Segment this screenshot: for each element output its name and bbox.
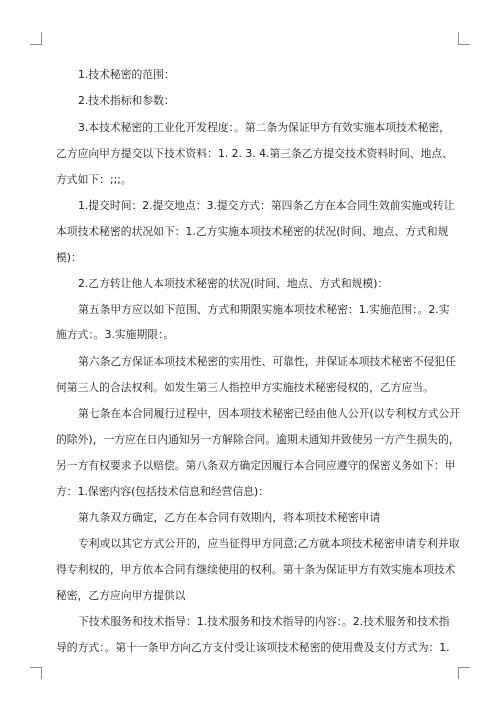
crop-mark-bottom-right [458, 667, 470, 668]
text-line: 得专利权的，甲方依本合同有继续使用的权利。第十条为保证甲方有效实施本项技术 [56, 563, 456, 576]
crop-mark-bottom-left [41, 667, 42, 679]
text-line: 乙方应向甲方提交以下技术资料：1. 2. 3. 4.第三条乙方提交技术资料时间、地点、 [56, 147, 453, 160]
text-line: 第七条在本合同履行过程中，因本项技术秘密已经由他人公开(以专利权方式公开 [78, 407, 461, 420]
text-line: 第九条双方确定，乙方在本合同有效期内，将本项技术秘密申请 [78, 511, 381, 524]
text-line: 方式如下：;;;。 [56, 173, 132, 186]
crop-mark-top-right [458, 44, 470, 45]
text-line: 3.本技术秘密的工业化开发程度：。第二条为保证甲方有效实施本项技术秘密， [78, 121, 450, 134]
text-line: 2.技术指标和参数： [78, 94, 175, 107]
text-line: 秘密，乙方应向甲方提供以 [56, 589, 186, 602]
crop-mark-top-right [458, 32, 459, 44]
text-line: 第五条甲方应以如下范围、方式和期限实施本项技术秘密：1.实施范围：。2.实 [78, 303, 450, 316]
text-line: 何第三人的合法权利。如发生第三人指控甲方实施技术秘密侵权的，乙方应当。 [56, 381, 434, 394]
crop-mark-top-left [30, 44, 42, 45]
text-line: 模)： [56, 251, 82, 264]
crop-mark-bottom-right [458, 667, 459, 679]
text-line: 本项技术秘密的状况如下：1.乙方实施本项技术秘密的状况(时间、地点、方式和规 [56, 225, 449, 238]
text-line: 1.提交时间：2.提交地点：3.提交方式：第四条乙方在本合同生效前实施或转让 [78, 199, 455, 212]
text-line: 第六条乙方保证本项技术秘密的实用性、可靠性，并保证本项技术秘密不侵犯任 [78, 355, 456, 368]
text-line: 的除外)，一方应在日内通知另一方解除合同。逾期未通知并致使另一方产生损失的， [56, 433, 460, 446]
text-line: 施方式：。3.实施期限：。 [56, 328, 175, 341]
text-line: 1.技术秘密的范围： [78, 68, 175, 81]
crop-mark-top-left [41, 32, 42, 44]
text-line: 2.乙方转让他人本项技术秘密的状况(时间、地点、方式和规模)： [78, 277, 389, 290]
text-line: 导的方式：。第十一条甲方向乙方支付受让该项技术秘密的使用费及支付方式为：1. [56, 641, 450, 654]
text-line: 方：1.保密内容(包括技术信息和经营信息)： [56, 485, 270, 498]
text-line: 下技术服务和技术指导：1.技术服务和技术指导的内容：。2.技术服务和技术指 [78, 615, 450, 628]
text-line: 另一方有权要求予以赔偿。第八条双方确定因履行本合同应遵守的保密义务如下：甲 [56, 459, 456, 472]
text-line: 专利或以其它方式公开的，应当征得甲方同意;乙方就本项技术秘密申请专利并取 [78, 537, 460, 550]
